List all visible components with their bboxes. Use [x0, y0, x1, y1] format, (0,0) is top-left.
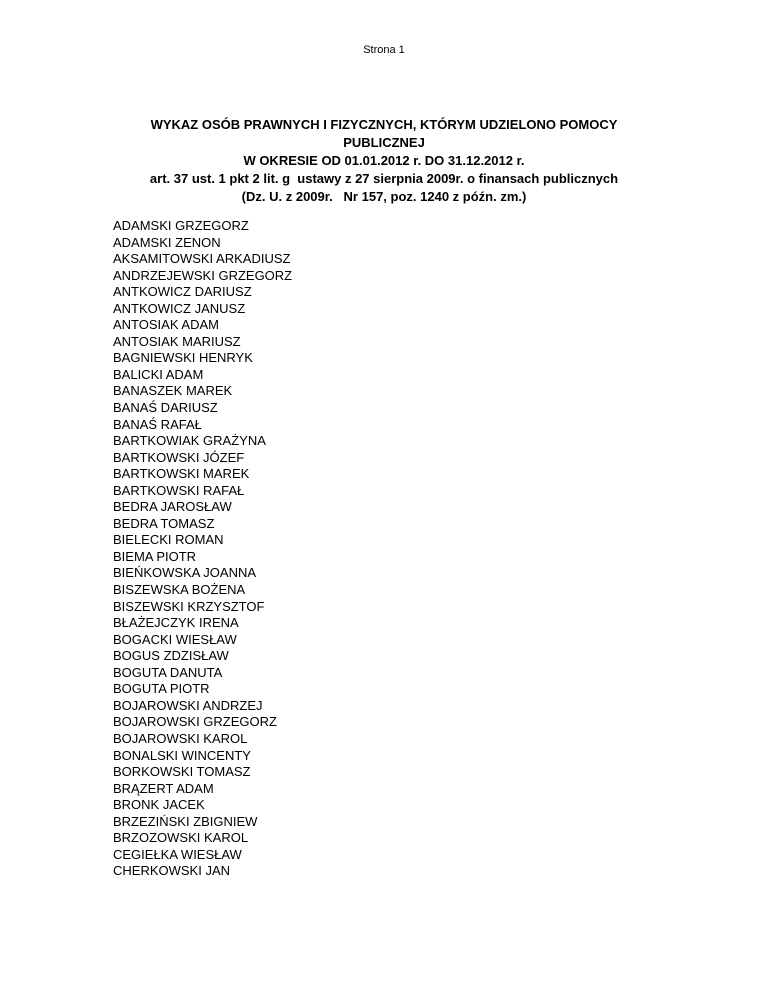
list-item: BRZOZOWSKI KAROL: [113, 830, 249, 846]
list-item: BIEMA PIOTR: [113, 548, 197, 564]
list-item: BAGNIEWSKI HENRYK: [113, 350, 253, 366]
list-item: BOGUTA PIOTR: [113, 681, 210, 697]
list-item: BOJAROWSKI ANDRZEJ: [113, 697, 263, 713]
list-item: BOGACKI WIESŁAW: [113, 631, 237, 647]
list-item: BARTKOWSKI MAREK: [113, 466, 250, 482]
list-item: BISZEWSKA BOŻENA: [113, 582, 246, 598]
list-item: BRĄZERT ADAM: [113, 780, 214, 796]
list-item: BOJAROWSKI GRZEGORZ: [113, 714, 277, 730]
list-item: BOGUTA DANUTA: [113, 664, 223, 680]
list-item: BORKOWSKI TOMASZ: [113, 764, 251, 780]
list-item: BANAŚ DARIUSZ: [113, 400, 218, 416]
recipients-list: [113, 218, 292, 880]
list-item: ANTKOWICZ JANUSZ: [113, 300, 246, 316]
page-number-header: Strona 1: [363, 44, 405, 56]
list-item: BEDRA TOMASZ: [113, 515, 215, 531]
list-item: ANDRZEJEWSKI GRZEGORZ: [113, 267, 293, 283]
list-item: CEGIEŁKA WIESŁAW: [113, 846, 242, 862]
list-item: BEDRA JAROSŁAW: [113, 499, 232, 515]
list-item: BALICKI ADAM: [113, 366, 204, 382]
list-item: BRZEZIŃSKI ZBIGNIEW: [113, 813, 258, 829]
list-item: CHERKOWSKI JAN: [113, 863, 231, 879]
list-item: BARTKOWSKI RAFAŁ: [113, 482, 245, 498]
list-item: BISZEWSKI KRZYSZTOF: [113, 598, 265, 614]
list-item: ANTOSIAK MARIUSZ: [113, 333, 241, 349]
list-item: AKSAMITOWSKI ARKADIUSZ: [113, 251, 291, 267]
title-line: W OKRESIE OD 01.01.2012 r. DO 31.12.2012 r.: [243, 153, 525, 168]
title-line: art. 37 ust. 1 pkt 2 lit. g ustawy z 27 sierpnia 2009r. o finansach publicznych: [149, 171, 619, 186]
list-item: BIEŃKOWSKA JOANNA: [113, 565, 257, 581]
list-item: BŁAŻEJCZYK IRENA: [113, 615, 239, 631]
title-line: (Dz. U. z 2009r. Nr 157, poz. 1240 z późn. zm.): [241, 189, 527, 204]
list-item: BOJAROWSKI KAROL: [113, 730, 248, 746]
document-title: [0, 116, 768, 206]
list-item: BRONK JACEK: [113, 797, 205, 813]
list-item: BOGUS ZDZISŁAW: [113, 648, 229, 664]
list-item: ADAMSKI GRZEGORZ: [113, 218, 249, 233]
title-line: PUBLICZNEJ: [343, 135, 425, 150]
list-item: ANTKOWICZ DARIUSZ: [113, 284, 252, 300]
list-item: BARTKOWSKI JÓZEF: [113, 449, 245, 465]
list-item: BIELECKI ROMAN: [113, 532, 224, 548]
list-item: BANAŚ RAFAŁ: [113, 416, 202, 432]
list-item: BANASZEK MAREK: [113, 383, 233, 399]
list-item: BARTKOWIAK GRAŻYNA: [113, 433, 266, 449]
list-item: ANTOSIAK ADAM: [113, 317, 219, 333]
title-line: WYKAZ OSÓB PRAWNYCH I FIZYCZNYCH, KTÓRYM UDZIELONO POMOCY: [150, 117, 618, 132]
list-item: ADAMSKI ZENON: [113, 234, 221, 250]
list-item: BONALSKI WINCENTY: [113, 747, 251, 763]
